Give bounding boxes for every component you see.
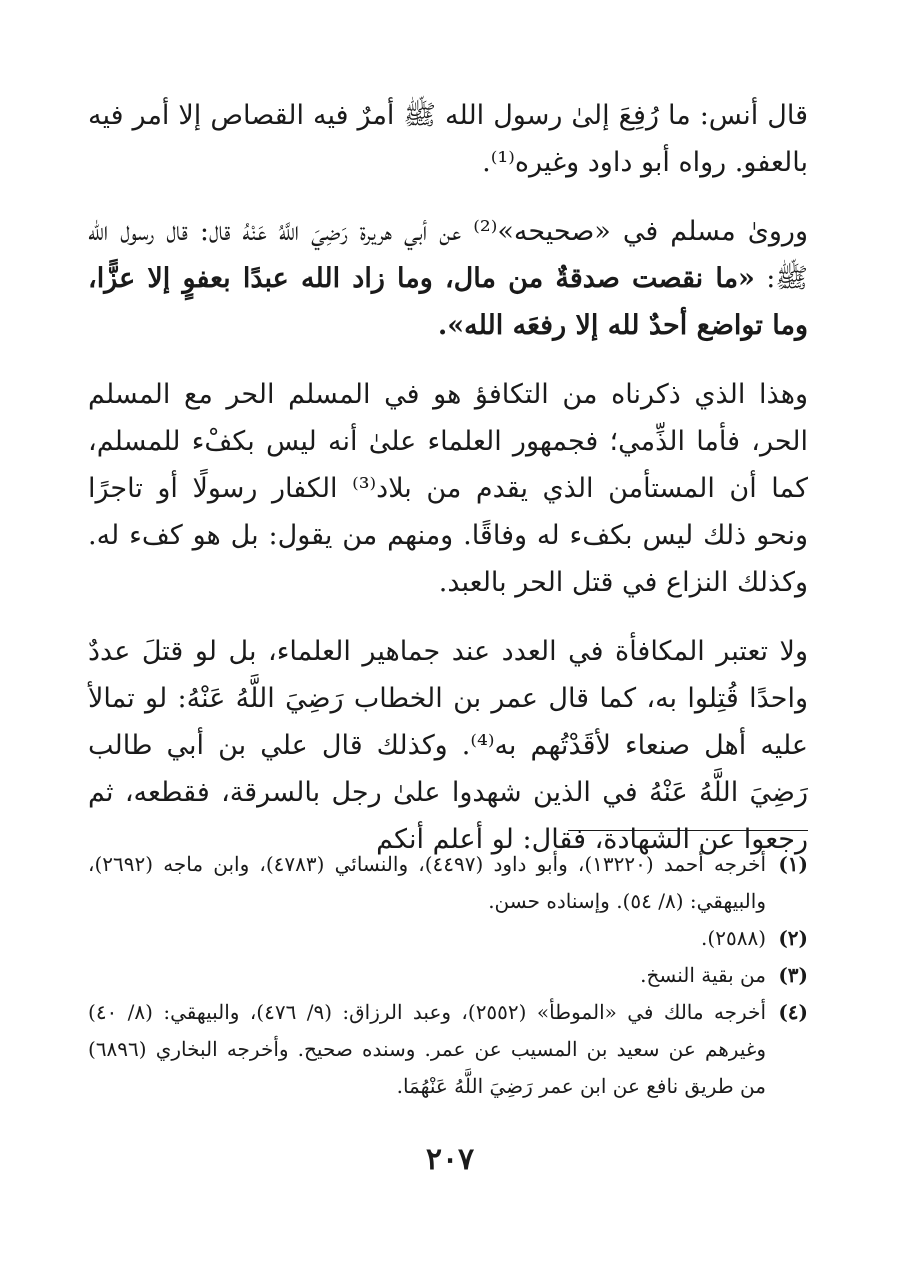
footnote-number: (٤) xyxy=(778,1000,808,1024)
footnote-text: أخرجه مالك في «الموطأ» (٢٥٥٢)، وعبد الرزاق: (٩/ ٤٧٦)، والبيهقي: (٨/ ٤٠) وغيرهم عن سعيد بن المسيب عن عمر. وسنده صحيح. وأخرجه البخاري (٦٨٩٦) من طريق نافع عن ابن عمر رَضِيَ اللَّهُ عَنْهُمَا. xyxy=(88,1000,767,1098)
footnote-4 xyxy=(88,994,808,1105)
footnote-text: (٢٥٨٨). xyxy=(701,926,766,950)
paragraph-4 xyxy=(88,628,808,863)
paragraph-3 xyxy=(88,371,808,606)
footnote-2 xyxy=(88,920,808,957)
footnote-number: (١) xyxy=(778,852,808,876)
main-text xyxy=(88,92,808,885)
footnotes xyxy=(88,846,808,1105)
footnote-divider xyxy=(568,830,808,831)
footnote-3 xyxy=(88,957,808,994)
footnote-number: (٣) xyxy=(778,963,808,987)
footnote-text: أخرجه أحمد (١٣٢٢٠)، وأبو داود (٤٤٩٧)، والنسائي (٤٧٨٣)، وابن ماجه (٢٦٩٢)، والبيهقي: (٨/ ٥٤). وإسناده حسن. xyxy=(88,852,767,913)
paragraph-2-intro: وروىٰ مسلم في «صحيحه»⁽²⁾ عن أبي هريرة رَضِيَ اللَّهُ عَنْهُ قال: قال رسول الله ﷺ: xyxy=(88,216,809,294)
footnote-number: (٢) xyxy=(778,926,808,950)
paragraph-2 xyxy=(88,208,808,349)
paragraph-1-text: قال أنس: ما رُفِعَ إلىٰ رسول الله ﷺ أمرٌ فيه القصاص إلا أمر فيه بالعفو. رواه أبو داود وغيره⁽¹⁾. xyxy=(88,100,808,178)
footnote-1 xyxy=(88,846,808,920)
page-number: ٢٠٧ xyxy=(425,1142,475,1177)
hadith-quote: «ما نقصت صدقةٌ من مال، وما زاد الله عبدًا بعفوٍ إلا عزًّا، وما تواضع أحدٌ لله إلا رفعَه الله». xyxy=(88,263,808,341)
paragraph-1 xyxy=(88,92,808,186)
paragraph-4-text: ولا تعتبر المكافأة في العدد عند جماهير العلماء، بل لو قتلَ عددٌ واحدًا قُتِلوا به، كما قال عمر بن الخطاب رَضِيَ اللَّهُ عَنْهُ: لو تمالأ عليه أهل صنعاء لأقَدْتُهم به⁽⁴⁾. وكذلك قال علي بن أبي طالب رَضِيَ اللَّهُ عَنْهُ في الذين شهدوا علىٰ رجل بالسرقة، فقطعه، ثم رجعوا عن الشهادة، فقال: لو أعلم أنكم xyxy=(88,636,808,855)
paragraph-3-text: وهذا الذي ذكرناه من التكافؤ هو في المسلم الحر مع المسلم الحر، فأما الذِّمي؛ فجمهور العلماء علىٰ أنه ليس بكفْء للمسلم، كما أن المستأمن الذي يقدم من بلاد⁽³⁾ الكفار رسولًا أو تاجرًا ونحو ذلك ليس بكفء له وفاقًا. ومنهم من يقول: بل هو كفء له. وكذلك النزاع في قتل الحر بالعبد. xyxy=(88,379,808,598)
footnote-text: من بقية النسخ. xyxy=(640,963,766,987)
